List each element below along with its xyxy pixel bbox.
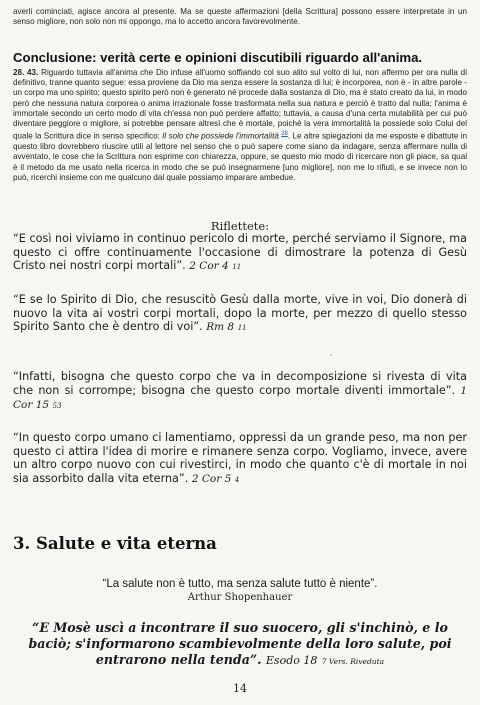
main-paragraph — [13, 68, 467, 183]
quote-reference: 2 Cor 5 — [191, 472, 232, 485]
quote-verse: 11 — [232, 263, 242, 272]
closing-quote — [18, 620, 462, 671]
epigraph-author: Arthur Shopenhauer — [187, 592, 293, 603]
quote-reference: 2 Cor 4 — [189, 260, 229, 273]
closing-quote-text: “E Mosè uscì a incontrare il suo suocero, gli s'inchinò, e lo baciò; s'informarono scambievolmente della loro salute, poi entrarono nella tenda”. — [28, 620, 452, 668]
closing-quote-version: 7 Vers. Riveduta — [321, 657, 385, 667]
reflect-title: Riflettete: — [210, 219, 270, 233]
paragraph-text-part-1: Riguardo tuttavia all'anima che Dio infuse all'uomo soffiando col suo alito sul volto di lui, non affermo per ora nulla di definitivo, tranne quanto segue: essa proviene da Dio ma senza essere la sostanza di lui; è incorporea, non è - in altre parole - un corpo ma uno spirito; questo spirito però non è generato né procede dalla sostanza di Dio, ma è stato creato da lui, in modo però che nessuna natura corporea o anima irrazionale fosse trasformata nella sua natura e perciò è tratto dal nulla; l'anima è immortale secondo un certo modo di vita ch'essa non può perdere affatto; tuttavia, a causa d'una certa mutabilità per cui può diventare peggiore o migliore, si potrebbe pensare altresì che è mortale, poiché la vera immortalità la possiede solo Colui del quale la Scrittura dice in senso specifico: — [13, 68, 467, 141]
paragraph-reference: 28. 43. — [13, 68, 39, 77]
quote-reference: Rm 8 — [206, 321, 235, 334]
quote-text: “E se lo Spirito di Dio, che resuscitò Gesù dalla morte, vive in voi, Dio donerà di nuovo la vita ai vostri corpi mortali, dopo la morte, per mezzo di quello stesso Spirito Santo che è dentro di voi”. — [13, 293, 467, 334]
scripture-quote — [13, 293, 467, 336]
quote-text: “In questo corpo umano ci lamentiamo, oppressi da un grande peso, ma non per questo ci attira l'idea di morire e rimanere senza corpo. Vogliamo, invece, avere un altro corpo nuovo con cui rivestirci, in modo che quanto c'è di mortale in noi sia assorbito dalla vita eterna”. — [13, 431, 467, 485]
quote-verse: 4 — [234, 475, 240, 484]
closing-quote-reference: Esodo 18 — [265, 654, 318, 668]
quote-reference: 1 Cor 15 — [13, 384, 468, 412]
footnote-link[interactable]: 28 — [281, 131, 288, 138]
chapter-title: 3. Salute e vita eterna — [13, 534, 217, 553]
scripture-quote — [13, 431, 467, 487]
quote-text: “E così noi viviamo in continuo pericolo di morte, perché serviamo il Signore, ma questo ci offre continuamente l'occasione di dimostrare la potenza di Gesù Cristo nei nostri corpi mortali”. — [13, 232, 467, 273]
section-heading: Conclusione: verità certe e opinioni discutibili riguardo all'anima. — [13, 50, 423, 65]
quote-verse: 53 — [52, 402, 62, 411]
page-number: 14 — [233, 682, 247, 695]
paragraph-italic-quote: Il solo che possiede l'immortalità — [162, 131, 279, 141]
quote-verse: 11 — [237, 324, 247, 333]
intro-paragraph: averli cominciati, agisce ancora al presente. Ma se queste affermazioni [della Scrittura] possono essere interpretate in un senso migliore, non solo non mi oppongo, ma lo accetto ancora favorevolmente. — [13, 7, 467, 27]
paragraph-text-part-2: . Le altre spiegazioni da me esposte e dibattute in questo libro dovrebbero riuscire utili al lettore nel senso che o può sapere come siano da indagare, senza affermare nulla di avventato, le cose che la Scrittura non esprime con chiarezza, oppure, se questo mio modo di ricercare non gli piace, sa qual è il metodo da me usato nella ricerca in modo che se può insegnarmene [uno migliore], non me lo rifiuti, e se invece non lo può, ricerchi insieme con me qualcuno dal quale possiamo imparare ambedue. — [13, 131, 468, 182]
scripture-quote — [13, 370, 467, 414]
epigraph: “La salute non è tutto, ma senza salute tutto è niente”. — [102, 578, 378, 590]
page-speck — [330, 354, 332, 356]
quote-text: “Infatti, bisogna che questo corpo che va in decomposizione si rivesta di vita che non si corrompe; bisogna che questo corpo mortale diventi immortale”. — [13, 370, 467, 397]
scripture-quote — [13, 232, 467, 275]
